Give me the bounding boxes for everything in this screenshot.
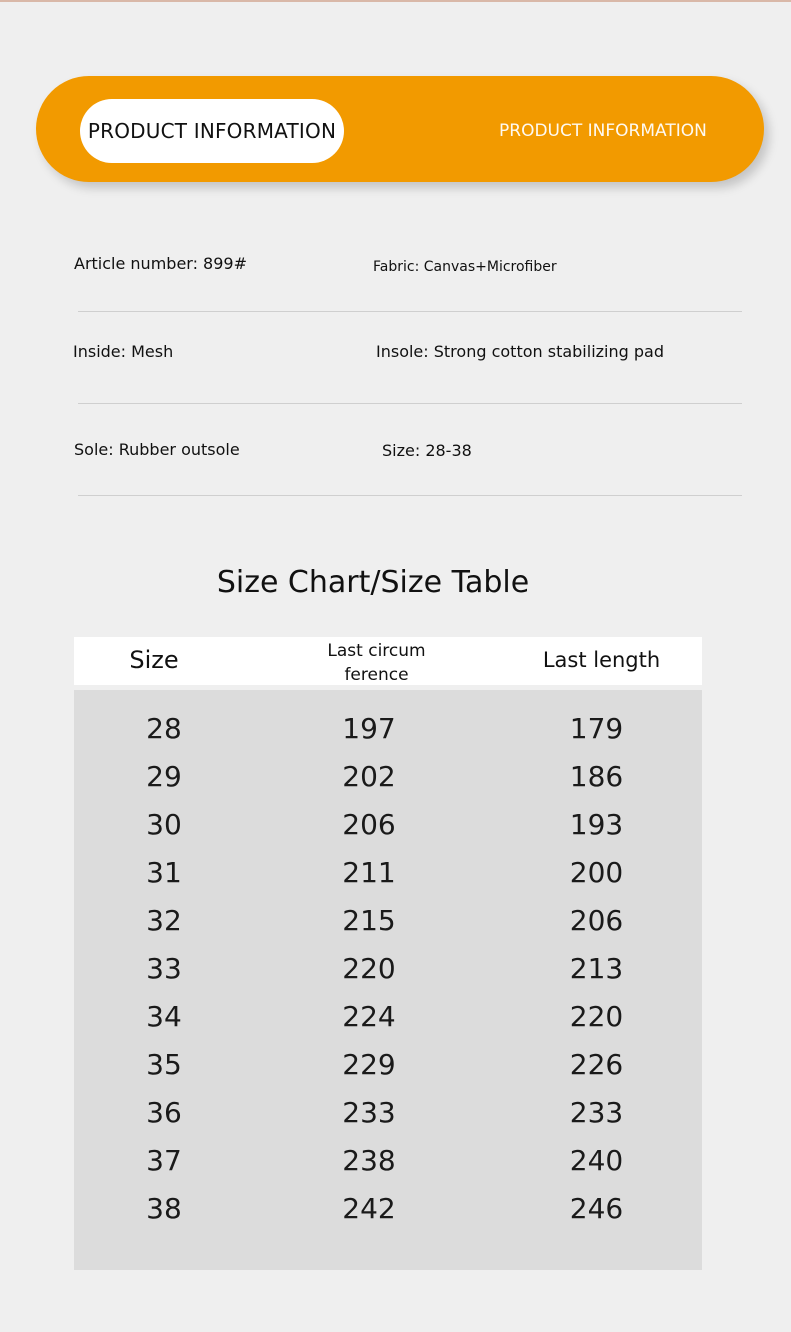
banner-title: PRODUCT INFORMATION xyxy=(87,119,337,143)
banner-subtitle: PRODUCT INFORMATION xyxy=(499,121,707,141)
fabric-info: Fabric: Canvas+Microfiber xyxy=(373,259,557,275)
cell-size: 31 xyxy=(146,856,182,889)
cell-length: 213 xyxy=(569,952,624,985)
inside-info: Inside: Mesh xyxy=(73,342,174,361)
insole-info: Insole: Strong cotton stabilizing pad xyxy=(376,342,664,361)
cell-circumference: 211 xyxy=(342,856,396,889)
cell-circumference: 224 xyxy=(342,1000,396,1033)
table-row xyxy=(74,993,702,1041)
cell-circumference: 215 xyxy=(342,904,396,937)
divider xyxy=(78,403,742,404)
cell-size: 33 xyxy=(146,952,182,985)
cell-length: 226 xyxy=(569,1048,624,1081)
cell-length: 240 xyxy=(569,1144,624,1177)
cell-length: 193 xyxy=(569,808,624,841)
cell-circumference: 229 xyxy=(342,1048,396,1081)
table-row xyxy=(74,705,702,753)
cell-size: 34 xyxy=(146,1000,182,1033)
header-last-length: Last length xyxy=(542,648,661,672)
cell-size: 28 xyxy=(146,712,182,745)
cell-size: 38 xyxy=(146,1192,182,1225)
header-size: Size xyxy=(129,646,179,674)
cell-circumference: 202 xyxy=(342,760,396,793)
size-table-body xyxy=(74,690,702,1270)
cell-size: 29 xyxy=(146,760,182,793)
cell-circumference: 206 xyxy=(342,808,396,841)
top-accent-line xyxy=(0,0,791,2)
divider xyxy=(78,311,742,312)
table-row xyxy=(74,1089,702,1137)
table-row xyxy=(74,753,702,801)
cell-size: 36 xyxy=(146,1096,182,1129)
size-table-header xyxy=(74,637,702,685)
cell-size: 35 xyxy=(146,1048,182,1081)
divider xyxy=(78,495,742,496)
cell-circumference: 238 xyxy=(342,1144,396,1177)
cell-length: 206 xyxy=(569,904,624,937)
size-chart-title: Size Chart/Size Table xyxy=(216,565,530,600)
table-row xyxy=(74,801,702,849)
table-row xyxy=(74,945,702,993)
article-number: Article number: 899# xyxy=(74,254,247,273)
table-row xyxy=(74,1137,702,1185)
header-circ-line2: ference xyxy=(344,665,409,685)
table-row xyxy=(74,1185,702,1233)
size-range-info: Size: 28-38 xyxy=(382,441,472,460)
table-row xyxy=(74,1041,702,1089)
cell-length: 220 xyxy=(569,1000,624,1033)
header-last-circumference xyxy=(294,639,459,687)
cell-length: 246 xyxy=(569,1192,624,1225)
cell-circumference: 233 xyxy=(342,1096,396,1129)
header-circ-line1: Last circum xyxy=(327,641,426,661)
cell-size: 37 xyxy=(146,1144,182,1177)
table-row xyxy=(74,897,702,945)
banner-title-pill xyxy=(80,99,344,163)
cell-length: 200 xyxy=(569,856,624,889)
sole-info: Sole: Rubber outsole xyxy=(74,440,240,459)
cell-circumference: 197 xyxy=(342,712,396,745)
cell-circumference: 242 xyxy=(342,1192,396,1225)
cell-length: 186 xyxy=(569,760,624,793)
cell-size: 30 xyxy=(146,808,182,841)
cell-length: 179 xyxy=(569,712,624,745)
cell-size: 32 xyxy=(146,904,182,937)
cell-circumference: 220 xyxy=(342,952,396,985)
cell-length: 233 xyxy=(569,1096,624,1129)
table-row xyxy=(74,849,702,897)
